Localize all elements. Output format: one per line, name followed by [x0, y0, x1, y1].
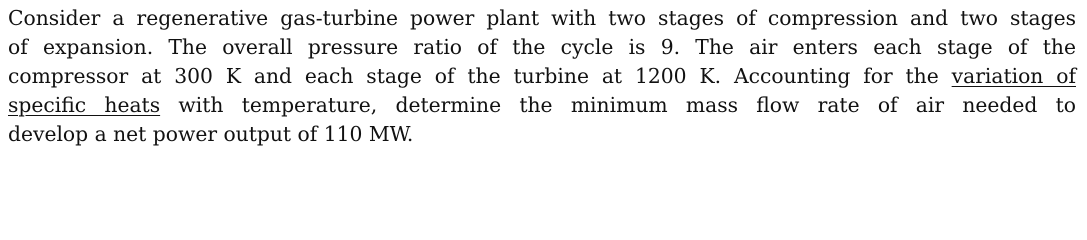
problem-line-4-text: with temperature, determine the minimum mass flow rate of air needed to — [178, 93, 1076, 117]
problem-line-2: of expansion. The overall pressure ratio of the cycle is 9. The air enters each stage of the — [8, 35, 1076, 59]
specific-heats-underlined-text: specific heats — [8, 93, 161, 117]
problem-line-3-text: compressor at 300 K and each stage of the turbine at 1200 K. Accounting for the — [8, 64, 939, 88]
problem-line-4 — [8, 91, 1076, 120]
variation-underlined-text: variation of — [951, 64, 1076, 88]
problem-line-1: Consider a regenerative gas-turbine power plant with two stages of compression and two stages — [8, 6, 1076, 30]
problem-line-3 — [8, 62, 1076, 91]
problem-statement — [8, 4, 1076, 149]
problem-line-5: develop a net power output of 110 MW. — [8, 122, 414, 146]
